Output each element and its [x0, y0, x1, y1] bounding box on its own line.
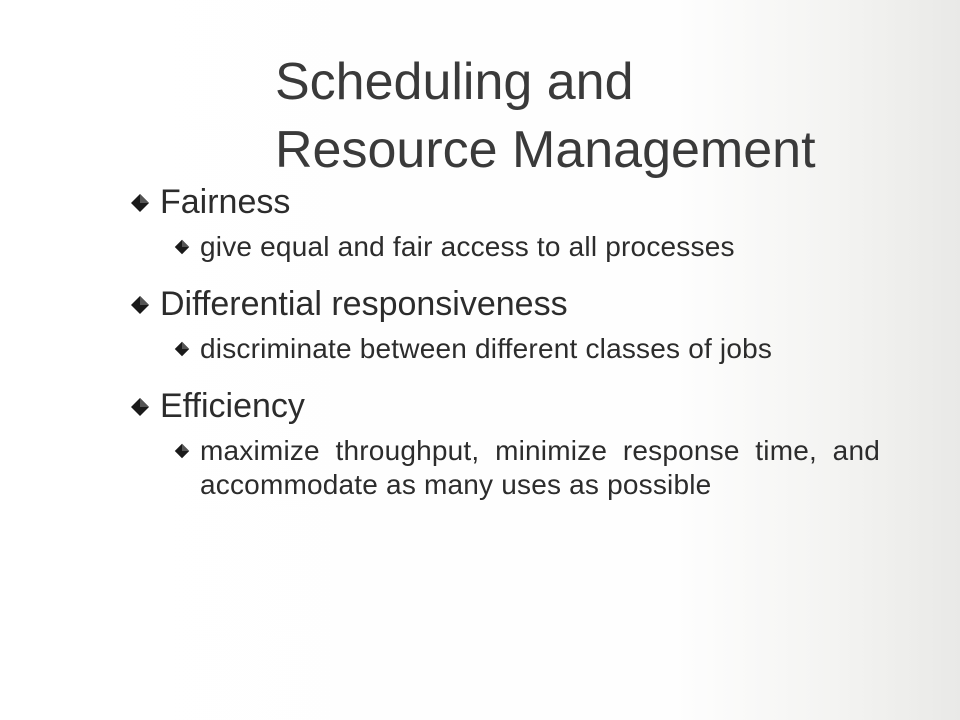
sub-bullet-item	[130, 332, 920, 366]
diamond-bullet-icon	[130, 193, 150, 213]
slide-title-line-2: Resource Management	[275, 121, 816, 179]
diamond-bullet-icon	[174, 239, 190, 255]
sub-bullet-text: maximize throughput, minimize response time, and accommodate as many uses as possible	[200, 435, 880, 500]
bullet-item-fairness	[130, 180, 920, 224]
sub-bullet-item	[130, 230, 920, 264]
bullet-list	[130, 180, 920, 502]
bullet-label: Fairness	[160, 183, 291, 221]
bullet-item-efficiency	[130, 384, 920, 428]
sub-bullet-text: discriminate between different classes of jobs	[200, 333, 773, 364]
sub-bullet-text: give equal and fair access to all processes	[200, 231, 735, 262]
slide-title	[275, 48, 935, 184]
bullet-label: Differential responsiveness	[160, 285, 568, 323]
slide-title-line-1: Scheduling and	[275, 53, 634, 111]
diamond-bullet-icon	[130, 295, 150, 315]
bullet-item-differential-responsiveness	[130, 282, 920, 326]
bullet-label: Efficiency	[160, 387, 305, 425]
diamond-bullet-icon	[130, 397, 150, 417]
diamond-bullet-icon	[174, 341, 190, 357]
diamond-bullet-icon	[174, 443, 190, 459]
sub-bullet-item	[130, 434, 920, 502]
